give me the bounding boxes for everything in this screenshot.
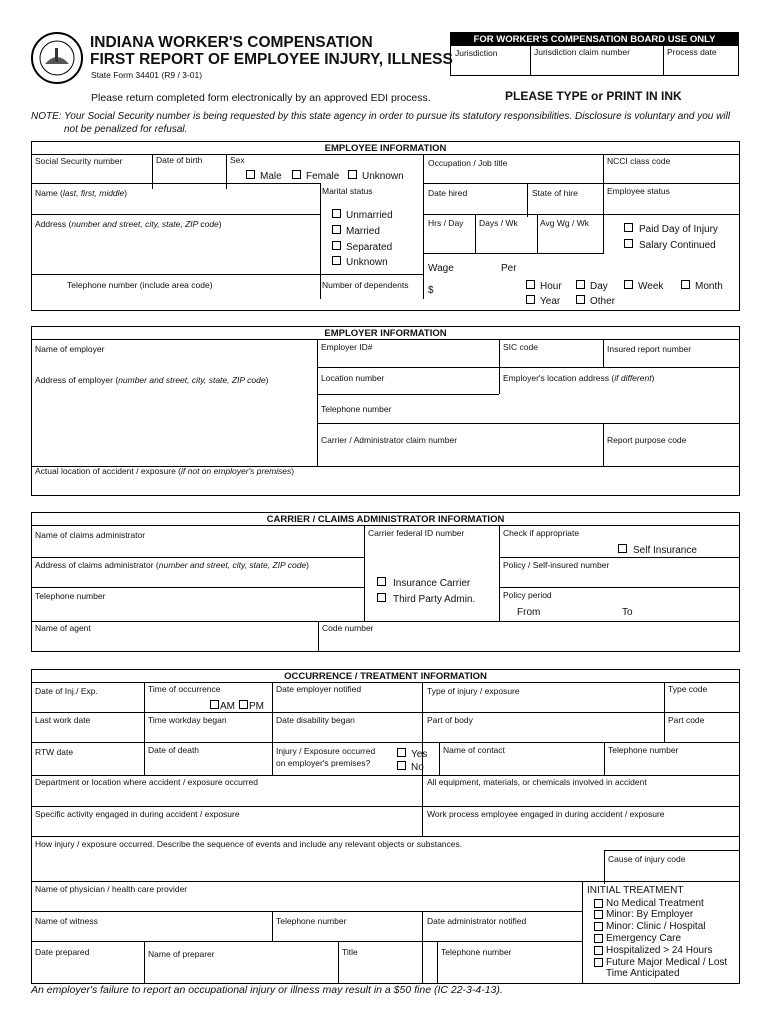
future-major-medical-checkbox[interactable] <box>594 958 603 967</box>
last-work-date-field[interactable]: Last work date <box>35 715 91 725</box>
treatment-option-label: No Medical Treatment <box>606 898 704 909</box>
employer-section-title: EMPLOYER INFORMATION <box>324 328 447 339</box>
on-premises-yes-label: Yes <box>411 749 428 760</box>
third-party-admin-label: Third Party Admin. <box>393 594 476 605</box>
days-per-week-field[interactable]: Days / Wk <box>479 218 518 228</box>
board-use-box <box>450 32 739 76</box>
footer-fine-notice: An employer's failure to report an occupational injury or illness may result in a $50 fine (IC 22-3-4-13). <box>31 984 503 996</box>
treatment-option-label: Future Major Medical / Lost <box>606 957 728 968</box>
separated-label: Separated <box>346 242 393 253</box>
on-premises-yes-checkbox[interactable] <box>397 748 406 757</box>
dob-field[interactable]: Date of birth <box>156 155 203 165</box>
per-week-label: Week <box>638 281 664 292</box>
form-title-line2: FIRST REPORT OF EMPLOYEE INJURY, ILLNESS <box>90 51 453 68</box>
carrier-admin-claim-number-field[interactable]: Carrier / Administrator claim number <box>321 435 458 445</box>
occupation-field[interactable]: Occupation / Job title <box>428 158 508 168</box>
form-title-line1: INDIANA WORKER'S COMPENSATION <box>90 34 373 51</box>
male-label: Male <box>260 171 282 182</box>
on-premises-no-label: No <box>411 762 424 773</box>
ssn-field[interactable]: Social Security number <box>35 156 123 166</box>
policy-from-field[interactable]: From <box>517 607 541 618</box>
no-medical-treatment-checkbox[interactable] <box>594 899 603 908</box>
minor-clinic-hospital-checkbox[interactable] <box>594 922 603 931</box>
contact-telephone-field[interactable]: Telephone number <box>608 745 679 755</box>
occurrence-information-section <box>31 669 740 984</box>
unmarried-checkbox[interactable] <box>332 209 341 218</box>
separated-checkbox[interactable] <box>332 241 341 250</box>
emergency-care-checkbox[interactable] <box>594 934 603 943</box>
witness-name-field[interactable]: Name of witness <box>35 916 98 926</box>
per-year-label: Year <box>540 296 561 307</box>
date-admin-notified-field[interactable]: Date administrator notified <box>427 916 527 926</box>
hrs-per-day-field[interactable]: Hrs / Day <box>428 218 464 228</box>
third-party-admin-checkbox[interactable] <box>377 593 386 602</box>
claims-admin-address-field[interactable]: Address of claims administrator (number and street, city, state, ZIP code) <box>35 560 310 570</box>
work-process-field[interactable]: Work process employee engaged in during accident / exposure <box>427 809 665 819</box>
per-label: Per <box>501 263 517 274</box>
employee-section-title: EMPLOYEE INFORMATION <box>324 143 447 154</box>
policy-to-field[interactable]: To <box>622 607 633 618</box>
employer-telephone-field[interactable]: Telephone number <box>321 404 392 414</box>
claims-admin-name-field[interactable]: Name of claims administrator <box>35 530 146 540</box>
preparer-telephone-field[interactable]: Telephone number <box>441 947 512 957</box>
equipment-field[interactable]: All equipment, materials, or chemicals involved in accident <box>427 777 647 787</box>
employee-address-field[interactable]: Address (number and street, city, state, ZIP code) <box>35 219 222 229</box>
jurisdiction-field[interactable]: Jurisdiction <box>455 48 498 58</box>
insurance-carrier-label: Insurance Carrier <box>393 578 471 589</box>
per-week-checkbox[interactable] <box>624 280 633 289</box>
paid-day-of-injury-label: Paid Day of Injury <box>639 224 718 235</box>
self-insurance-checkbox[interactable] <box>618 544 627 553</box>
unmarried-label: Unmarried <box>346 210 393 221</box>
per-hour-checkbox[interactable] <box>526 280 535 289</box>
initial-treatment-label: INITIAL TREATMENT <box>587 885 684 896</box>
location-number-field[interactable]: Location number <box>321 373 385 383</box>
type-print-note: PLEASE TYPE or PRINT IN INK <box>505 89 682 103</box>
marital-unknown-checkbox[interactable] <box>332 256 341 265</box>
sex-label: Sex <box>230 155 245 165</box>
on-premises-label-line2: on employer's premises? <box>276 758 371 768</box>
agent-name-field[interactable]: Name of agent <box>35 623 91 633</box>
date-employer-notified-field[interactable]: Date employer notified <box>276 684 362 694</box>
male-checkbox[interactable] <box>246 170 255 179</box>
per-month-label: Month <box>695 281 723 292</box>
preparer-title-field[interactable]: Title <box>342 947 358 957</box>
employee-information-section <box>31 141 740 311</box>
paid-day-of-injury-checkbox[interactable] <box>624 223 633 232</box>
time-workday-began-field[interactable]: Time workday began <box>148 715 227 725</box>
process-date-field[interactable]: Process date <box>667 47 717 57</box>
report-purpose-code-field[interactable]: Report purpose code <box>607 435 687 445</box>
marital-status-label: Marital status <box>322 186 373 196</box>
treatment-option-label: Minor: Clinic / Hospital <box>606 921 706 932</box>
salary-continued-checkbox[interactable] <box>624 239 633 248</box>
jurisdiction-claim-number-field[interactable]: Jurisdiction claim number <box>534 47 630 57</box>
claims-admin-telephone-field[interactable]: Telephone number <box>35 591 106 601</box>
per-hour-label: Hour <box>540 281 562 292</box>
per-other-checkbox[interactable] <box>576 295 585 304</box>
female-checkbox[interactable] <box>292 170 301 179</box>
per-year-checkbox[interactable] <box>526 295 535 304</box>
employer-name-field[interactable]: Name of employer <box>35 344 105 354</box>
state-form-number: State Form 34401 (R9 / 3-01) <box>91 70 203 80</box>
carrier-federal-id-field[interactable]: Carrier federal ID number <box>368 528 465 538</box>
married-label: Married <box>346 226 380 237</box>
insurance-carrier-checkbox[interactable] <box>377 577 386 586</box>
department-location-field[interactable]: Department or location where accident / exposure occurred <box>35 777 259 787</box>
date-disability-began-field[interactable]: Date disability began <box>276 715 355 725</box>
time-of-occurrence-field[interactable]: Time of occurrence <box>148 684 221 694</box>
check-if-appropriate-label: Check if appropriate <box>503 528 580 538</box>
carrier-information-section <box>31 512 740 652</box>
on-premises-label-line1: Injury / Exposure occurred <box>276 746 376 756</box>
actual-location-field[interactable]: Actual location of accident / exposure (if not on employer's premises) <box>35 466 295 476</box>
wage-dollar-sign: $ <box>428 285 434 296</box>
married-checkbox[interactable] <box>332 225 341 234</box>
hospitalized-checkbox[interactable] <box>594 946 603 955</box>
employee-status-field[interactable]: Employee status <box>607 186 670 196</box>
pm-label: PM <box>249 701 264 712</box>
sic-code-field[interactable]: SIC code <box>503 342 538 352</box>
self-insurance-label: Self Insurance <box>633 545 697 556</box>
part-code-field[interactable]: Part code <box>668 715 705 725</box>
policy-number-field[interactable]: Policy / Self-insured number <box>503 560 610 570</box>
per-other-label: Other <box>590 296 616 307</box>
employer-id-field[interactable]: Employer ID# <box>321 342 373 352</box>
board-use-title: FOR WORKER'S COMPENSATION BOARD USE ONLY <box>451 33 738 46</box>
treatment-option-label: Minor: By Employer <box>606 909 694 920</box>
date-of-death-field[interactable]: Date of death <box>148 745 200 755</box>
sex-unknown-label: Unknown <box>362 171 404 182</box>
am-checkbox[interactable] <box>210 700 219 709</box>
carrier-section-title: CARRIER / CLAIMS ADMINISTRATOR INFORMATION <box>266 514 505 525</box>
date-prepared-field[interactable]: Date prepared <box>35 947 90 957</box>
return-note: Please return completed form electronically by an approved EDI process. <box>91 92 431 104</box>
time-anticipated-label: Time Anticipated <box>606 968 680 979</box>
code-number-field[interactable]: Code number <box>322 623 374 633</box>
state-of-hire-field[interactable]: State of hire <box>532 188 578 198</box>
avg-wage-per-week-field[interactable]: Avg Wg / Wk <box>540 218 589 228</box>
treatment-option-label: Hospitalized > 24 Hours <box>606 945 713 956</box>
date-hired-field[interactable]: Date hired <box>428 188 468 198</box>
salary-continued-label: Salary Continued <box>639 240 716 251</box>
employee-telephone-field[interactable]: Telephone number (include area code) <box>67 280 213 290</box>
witness-telephone-field[interactable]: Telephone number <box>276 916 347 926</box>
am-label: AM <box>220 701 235 712</box>
cause-of-injury-code-field[interactable]: Cause of injury code <box>608 854 686 864</box>
per-day-checkbox[interactable] <box>576 280 585 289</box>
ssn-note-line1: NOTE: Your Social Security number is being requested by this state agency in order to pursue its statutory responsibilities. Disclosure is voluntary and you will <box>31 111 731 122</box>
pm-checkbox[interactable] <box>239 700 248 709</box>
physician-name-field[interactable]: Name of physician / health care provider <box>35 884 188 894</box>
preparer-name-field[interactable]: Name of preparer <box>148 949 215 959</box>
per-day-label: Day <box>590 281 608 292</box>
part-of-body-field[interactable]: Part of body <box>427 715 473 725</box>
ssn-note-line2: not be penalized for refusal. <box>64 124 188 135</box>
per-month-checkbox[interactable] <box>681 280 690 289</box>
contact-name-field[interactable]: Name of contact <box>443 745 505 755</box>
specific-activity-field[interactable]: Specific activity engaged in during accident / exposure <box>35 809 240 819</box>
type-of-injury-field[interactable]: Type of injury / exposure <box>427 686 520 696</box>
type-code-field[interactable]: Type code <box>668 684 708 694</box>
marital-unknown-label: Unknown <box>346 257 388 268</box>
rtw-date-field[interactable]: RTW date <box>35 747 74 757</box>
employee-name-field[interactable]: Name (last, first, middle) <box>35 188 128 198</box>
policy-period-label: Policy period <box>503 590 552 600</box>
state-seal <box>31 32 83 84</box>
ncci-class-code-field[interactable]: NCCI class code <box>607 156 671 166</box>
insured-report-number-field[interactable]: Insured report number <box>607 344 692 354</box>
minor-by-employer-checkbox[interactable] <box>594 910 603 919</box>
treatment-option-label: Emergency Care <box>606 933 682 944</box>
occurrence-section-title: OCCURRENCE / TREATMENT INFORMATION <box>284 671 487 682</box>
sex-unknown-checkbox[interactable] <box>348 170 357 179</box>
employer-location-address-field[interactable]: Employer's location address (if different) <box>503 373 655 383</box>
date-of-injury-field[interactable]: Date of Inj./ Exp. <box>35 686 98 696</box>
on-premises-no-checkbox[interactable] <box>397 761 406 770</box>
how-injury-occurred-field[interactable]: How injury / exposure occurred. Describe the sequence of events and include any relevant objects or substances. <box>35 839 463 849</box>
number-of-dependents-field[interactable]: Number of dependents <box>322 280 409 290</box>
employer-address-field[interactable]: Address of employer (number and street, city, state, ZIP code) <box>35 375 269 385</box>
employer-information-section <box>31 326 740 496</box>
female-label: Female <box>306 171 340 182</box>
wage-label: Wage <box>428 263 454 274</box>
